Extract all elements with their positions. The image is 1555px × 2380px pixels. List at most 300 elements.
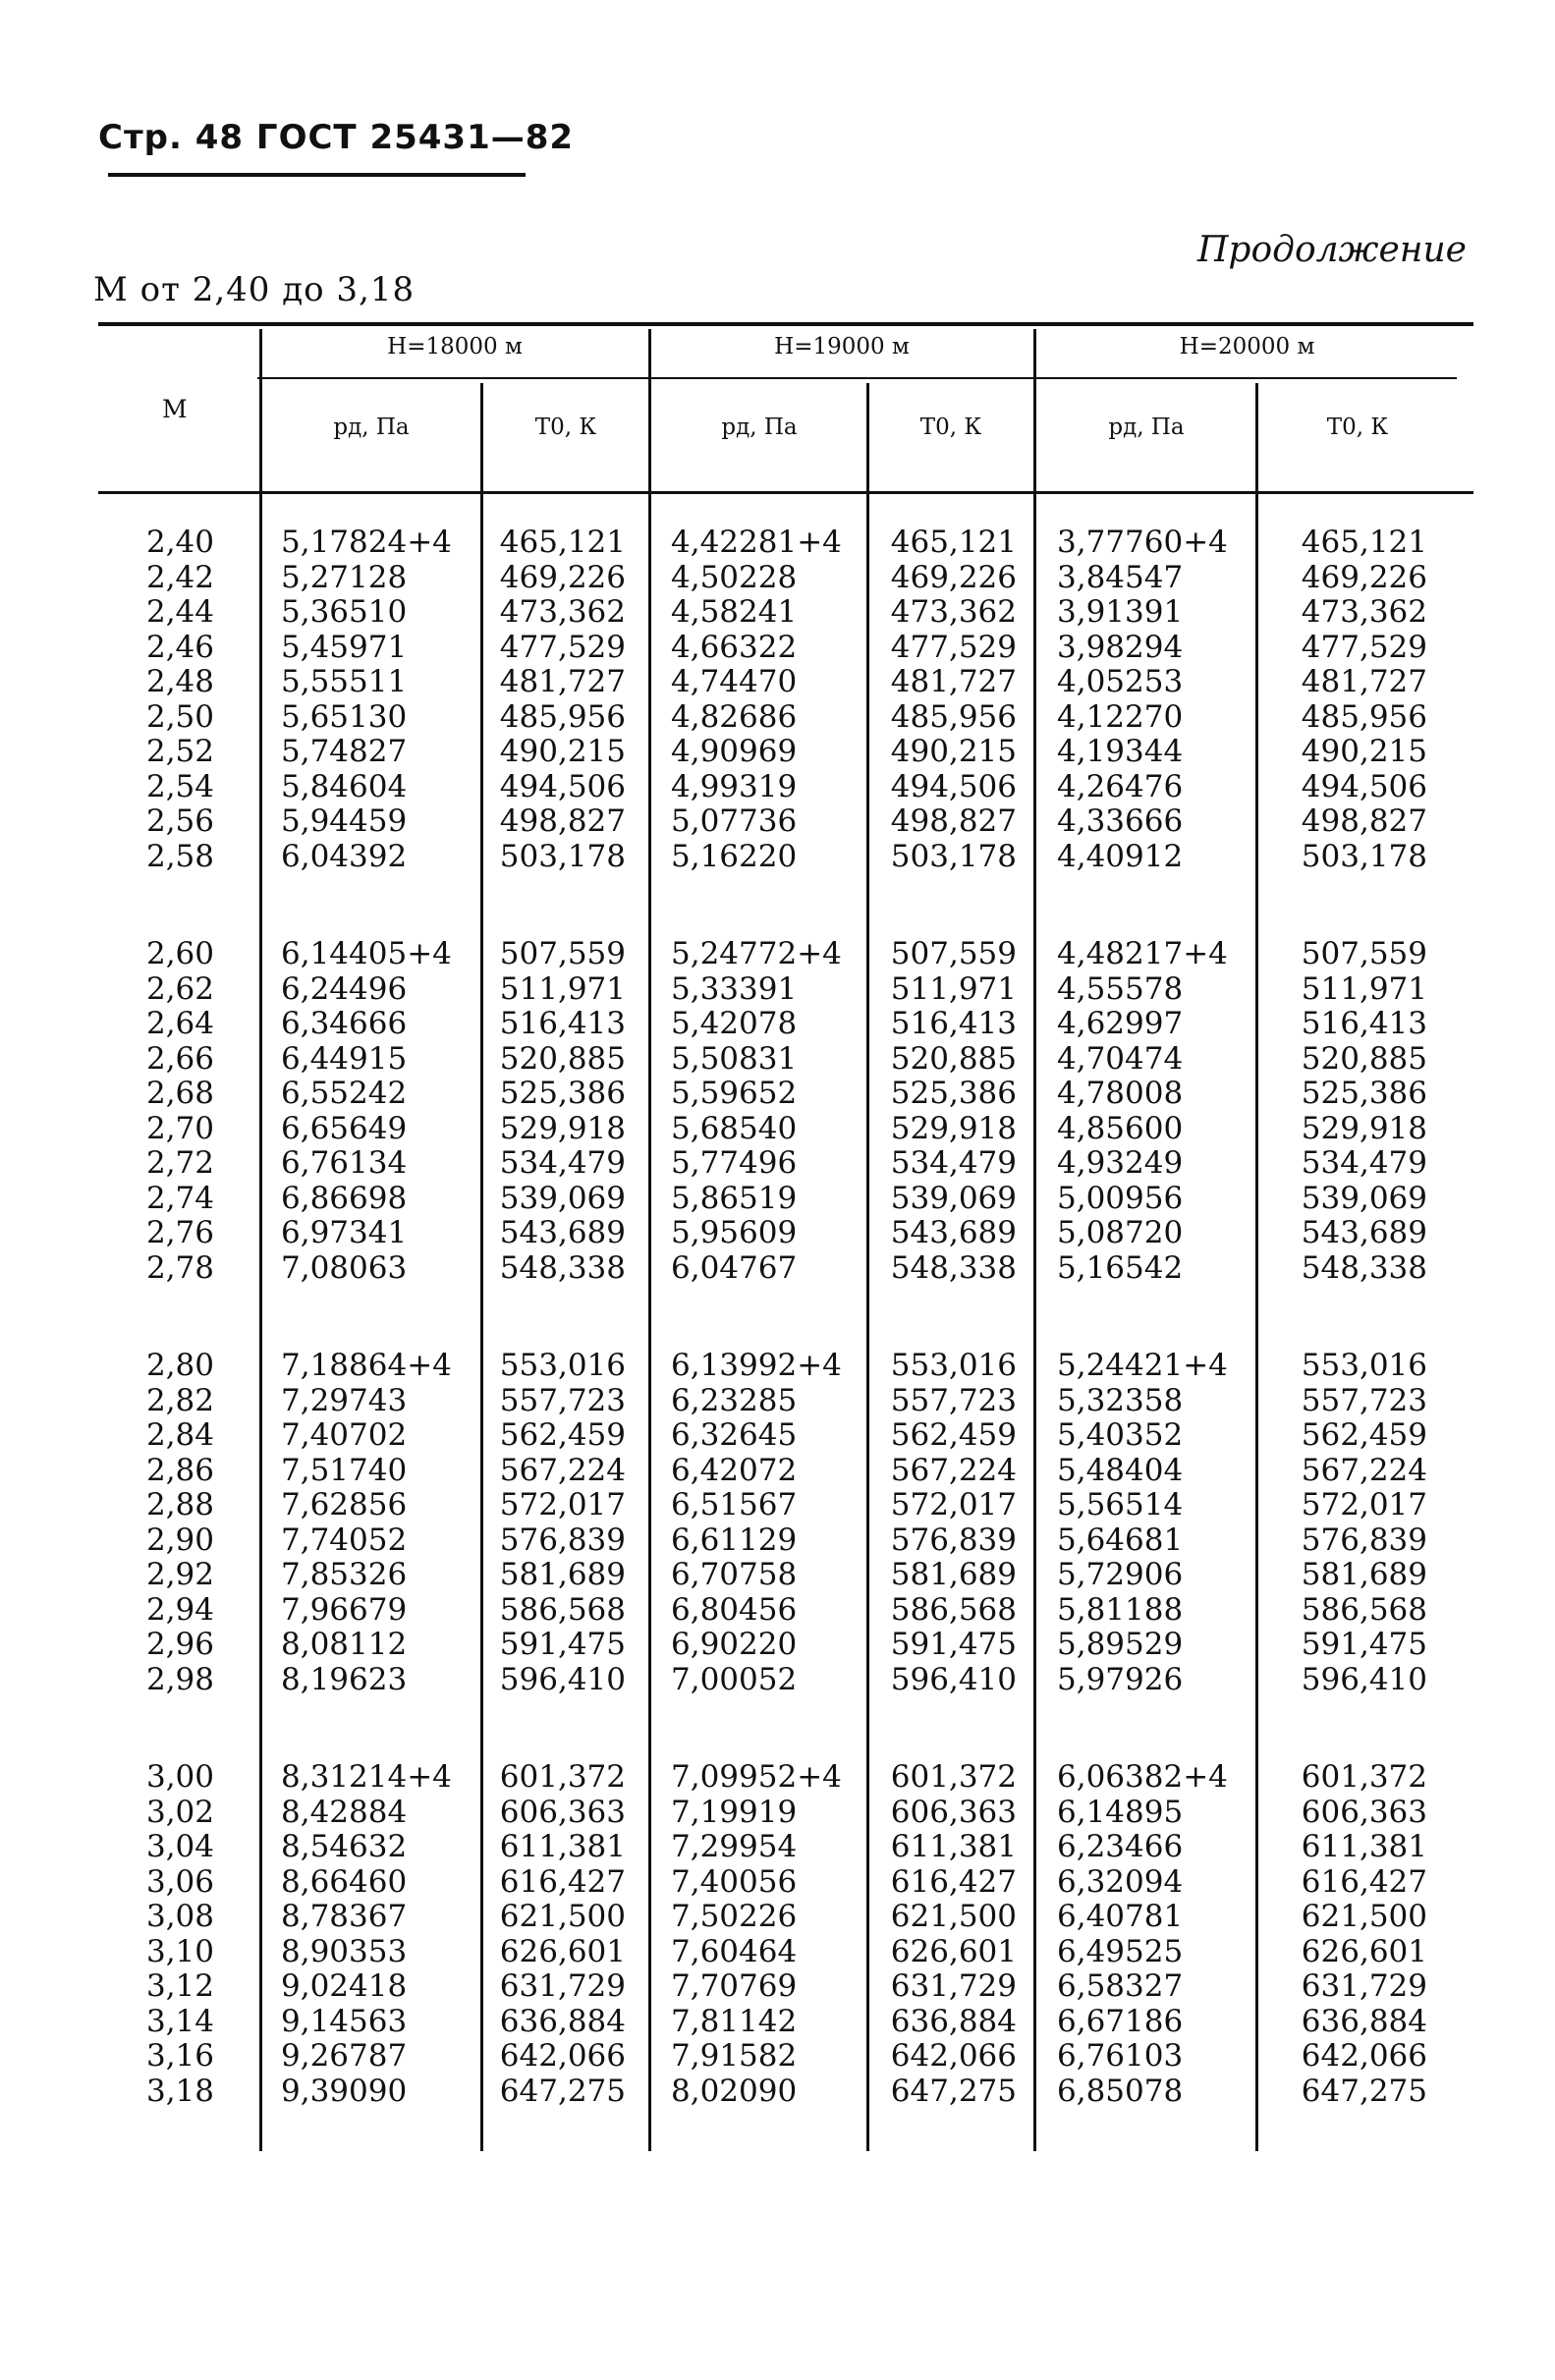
temperature-cell: 465,121: [890, 525, 1017, 560]
pressure-cell: 5,48404: [1057, 1452, 1184, 1488]
temperature-cell: 498,827: [499, 803, 626, 839]
temperature-cell: 481,727: [890, 664, 1017, 699]
mach-cell: 2,44: [145, 594, 214, 630]
temperature-cell: 616,427: [1301, 1863, 1427, 1900]
temperature-cell: 529,918: [499, 1110, 626, 1146]
mach-cell: 2,54: [145, 768, 214, 804]
temperature-cell: 534,479: [1301, 1145, 1427, 1181]
pressure-cell: 6,97341: [281, 1215, 408, 1250]
pressure-cell: 7,18864+4: [281, 1348, 452, 1383]
pressure-cell: 6,44915: [281, 1040, 408, 1077]
temperature-cell: 503,178: [890, 838, 1017, 874]
table-row: [98, 1146, 1473, 1182]
pressure-cell: 9,02418: [281, 1968, 408, 2004]
table-row: [98, 1935, 1473, 1970]
mach-cell: 2,58: [145, 838, 214, 874]
temperature-cell: 591,475: [499, 1627, 626, 1662]
temperature-cell: 581,689: [1301, 1557, 1427, 1592]
pressure-cell: 8,42884: [281, 1794, 408, 1830]
pressure-cell: 9,39090: [281, 2073, 408, 2109]
table-row: [98, 1760, 1473, 1796]
pressure-cell: 4,05253: [1057, 664, 1184, 699]
mach-cell: 2,48: [145, 664, 214, 699]
temperature-cell: 606,363: [1301, 1794, 1427, 1830]
temperature-cell: 631,729: [499, 1968, 626, 2004]
table-row: [98, 972, 1473, 1008]
temperature-cell: 626,601: [1301, 1933, 1427, 1969]
pressure-cell: 6,23285: [671, 1382, 798, 1418]
temperature-cell: 469,226: [1301, 559, 1427, 595]
temperature-cell: 611,381: [1301, 1829, 1427, 1864]
table-row: [98, 1384, 1473, 1419]
table-row: [98, 631, 1473, 666]
temperature-cell: 562,459: [499, 1417, 626, 1453]
pressure-cell: 6,86698: [281, 1180, 408, 1216]
temperature-cell: 616,427: [499, 1863, 626, 1900]
pressure-cell: 5,24421+4: [1057, 1348, 1228, 1383]
temperature-cell: 534,479: [499, 1145, 626, 1181]
pressure-cell: 4,48217+4: [1057, 936, 1228, 971]
temperature-cell: 553,016: [890, 1348, 1017, 1383]
mach-cell: 3,12: [145, 1968, 214, 2004]
temperature-cell: 543,689: [499, 1215, 626, 1250]
temperature-cell: 539,069: [890, 1180, 1017, 1216]
pressure-cell: 8,54632: [281, 1829, 408, 1864]
pressure-cell: 4,74470: [671, 664, 798, 699]
mach-cell: 2,86: [145, 1452, 214, 1488]
table-row: [98, 1830, 1473, 1865]
column-header-temperature: T0, К: [1326, 415, 1389, 440]
temperature-cell: 606,363: [499, 1794, 626, 1830]
mach-cell: 2,62: [145, 970, 214, 1007]
pressure-cell: 6,40781: [1057, 1899, 1184, 1934]
table-subheader-rule: [257, 377, 1457, 379]
continuation-label: Продолжение: [1197, 230, 1467, 270]
pressure-cell: 4,62997: [1057, 1006, 1184, 1041]
temperature-cell: 631,729: [890, 1968, 1017, 2004]
pressure-cell: 4,99319: [671, 768, 798, 804]
mach-cell: 2,72: [145, 1145, 214, 1181]
table-row: [98, 1349, 1473, 1384]
altitude-header: Н=20000 м: [1179, 334, 1315, 360]
temperature-cell: 473,362: [1301, 594, 1427, 630]
pressure-cell: 6,23466: [1057, 1829, 1184, 1864]
pressure-cell: 6,32645: [671, 1417, 798, 1453]
temperature-cell: 485,956: [1301, 698, 1427, 735]
pressure-cell: 5,86519: [671, 1180, 798, 1216]
temperature-cell: 516,413: [499, 1006, 626, 1041]
temperature-cell: 562,459: [890, 1417, 1017, 1453]
temperature-cell: 647,275: [499, 2073, 626, 2109]
temperature-cell: 503,178: [499, 838, 626, 874]
temperature-cell: 520,885: [1301, 1040, 1427, 1077]
pressure-cell: 3,91391: [1057, 594, 1184, 630]
temperature-cell: 494,506: [1301, 768, 1427, 804]
temperature-cell: 477,529: [890, 629, 1017, 665]
mach-cell: 3,14: [145, 2003, 214, 2039]
temperature-cell: 548,338: [499, 1249, 626, 1286]
pressure-cell: 7,08063: [281, 1249, 408, 1286]
mach-cell: 2,84: [145, 1417, 214, 1453]
temperature-cell: 539,069: [499, 1180, 626, 1216]
mach-cell: 2,64: [145, 1006, 214, 1041]
temperature-cell: 621,500: [890, 1899, 1017, 1934]
pressure-cell: 5,16542: [1057, 1249, 1184, 1286]
temperature-cell: 572,017: [890, 1487, 1017, 1522]
temperature-cell: 596,410: [1301, 1661, 1427, 1697]
column-header-temperature: T0, К: [919, 415, 982, 440]
mach-cell: 3,08: [145, 1899, 214, 1934]
column-header-pressure: рд, Па: [721, 415, 798, 440]
temperature-cell: 507,559: [890, 936, 1017, 971]
mach-cell: 3,02: [145, 1794, 214, 1830]
pressure-cell: 4,78008: [1057, 1076, 1184, 1111]
pressure-cell: 3,84547: [1057, 559, 1184, 595]
temperature-cell: 572,017: [1301, 1487, 1427, 1522]
temperature-cell: 525,386: [890, 1076, 1017, 1111]
pressure-cell: 7,85326: [281, 1557, 408, 1592]
mach-cell: 2,80: [145, 1348, 214, 1383]
temperature-cell: 481,727: [1301, 664, 1427, 699]
temperature-cell: 586,568: [890, 1591, 1017, 1628]
pressure-cell: 6,04767: [671, 1249, 798, 1286]
mach-cell: 3,10: [145, 1933, 214, 1969]
mach-cell: 2,82: [145, 1382, 214, 1418]
temperature-cell: 543,689: [890, 1215, 1017, 1250]
row-group: [98, 1760, 1473, 2109]
temperature-cell: 525,386: [1301, 1076, 1427, 1111]
temperature-cell: 557,723: [1301, 1382, 1427, 1418]
pressure-cell: 4,93249: [1057, 1145, 1184, 1181]
pressure-cell: 6,67186: [1057, 2003, 1184, 2039]
row-group: [98, 1349, 1473, 1697]
pressure-cell: 7,09952+4: [671, 1759, 842, 1795]
table-row: [98, 1969, 1473, 2005]
temperature-cell: 529,918: [890, 1110, 1017, 1146]
table-row: [98, 1900, 1473, 1935]
temperature-cell: 553,016: [1301, 1348, 1427, 1383]
table-row: [98, 1251, 1473, 1287]
pressure-cell: 6,14895: [1057, 1794, 1184, 1830]
temperature-cell: 601,372: [890, 1759, 1017, 1795]
pressure-cell: 8,31214+4: [281, 1759, 452, 1795]
temperature-cell: 616,427: [890, 1863, 1017, 1900]
altitude-header: Н=19000 м: [774, 334, 910, 360]
mach-cell: 2,60: [145, 936, 214, 971]
temperature-cell: 485,956: [499, 698, 626, 735]
temperature-cell: 498,827: [890, 803, 1017, 839]
pressure-cell: 7,51740: [281, 1452, 408, 1488]
temperature-cell: 469,226: [890, 559, 1017, 595]
pressure-cell: 4,50228: [671, 559, 798, 595]
pressure-cell: 4,19344: [1057, 734, 1184, 769]
temperature-cell: 529,918: [1301, 1110, 1427, 1146]
running-head: Стр. 48 ГОСТ 25431—82: [98, 118, 575, 157]
pressure-cell: 3,98294: [1057, 629, 1184, 665]
pressure-cell: 5,89529: [1057, 1627, 1184, 1662]
temperature-cell: 586,568: [1301, 1591, 1427, 1628]
pressure-cell: 5,32358: [1057, 1382, 1184, 1418]
mach-cell: 3,04: [145, 1829, 214, 1864]
temperature-cell: 477,529: [1301, 629, 1427, 665]
temperature-cell: 591,475: [890, 1627, 1017, 1662]
pressure-cell: 6,13992+4: [671, 1348, 842, 1383]
temperature-cell: 567,224: [499, 1452, 626, 1488]
pressure-cell: 6,90220: [671, 1627, 798, 1662]
mach-cell: 2,88: [145, 1487, 214, 1522]
temperature-cell: 586,568: [499, 1591, 626, 1628]
mach-cell: 2,76: [145, 1215, 214, 1250]
pressure-cell: 5,59652: [671, 1076, 798, 1111]
pressure-cell: 6,14405+4: [281, 936, 452, 971]
temperature-cell: 591,475: [1301, 1627, 1427, 1662]
temperature-cell: 548,338: [890, 1249, 1017, 1286]
pressure-cell: 6,49525: [1057, 1933, 1184, 1969]
pressure-cell: 6,65649: [281, 1110, 408, 1146]
pressure-cell: 7,91582: [671, 2038, 798, 2074]
pressure-cell: 4,66322: [671, 629, 798, 665]
table-row: [98, 1216, 1473, 1251]
temperature-cell: 631,729: [1301, 1968, 1427, 2004]
pressure-cell: 7,29743: [281, 1382, 408, 1418]
pressure-cell: 4,26476: [1057, 768, 1184, 804]
temperature-cell: 611,381: [499, 1829, 626, 1864]
temperature-cell: 473,362: [499, 594, 626, 630]
table-row: [98, 2005, 1473, 2040]
pressure-cell: 4,90969: [671, 734, 798, 769]
pressure-cell: 6,76103: [1057, 2038, 1184, 2074]
mach-cell: 2,70: [145, 1110, 214, 1146]
table-row: [98, 1796, 1473, 1831]
pressure-cell: 6,70758: [671, 1557, 798, 1592]
temperature-cell: 567,224: [890, 1452, 1017, 1488]
pressure-cell: 5,95609: [671, 1215, 798, 1250]
temperature-cell: 490,215: [890, 734, 1017, 769]
pressure-cell: 5,50831: [671, 1040, 798, 1077]
temperature-cell: 572,017: [499, 1487, 626, 1522]
column-header-temperature: T0, К: [534, 415, 597, 440]
pressure-cell: 5,27128: [281, 559, 408, 595]
temperature-cell: 516,413: [890, 1006, 1017, 1041]
pressure-cell: 6,24496: [281, 970, 408, 1007]
running-head-rule: [108, 173, 526, 177]
pressure-cell: 4,55578: [1057, 970, 1184, 1007]
table-row: [98, 840, 1473, 875]
table-row: [98, 1865, 1473, 1901]
temperature-cell: 465,121: [499, 525, 626, 560]
pressure-cell: 5,94459: [281, 803, 408, 839]
pressure-cell: 5,68540: [671, 1110, 798, 1146]
temperature-cell: 553,016: [499, 1348, 626, 1383]
pressure-cell: 8,66460: [281, 1863, 408, 1900]
mach-cell: 2,74: [145, 1180, 214, 1216]
pressure-cell: 5,00956: [1057, 1180, 1184, 1216]
mach-cell: 2,42: [145, 559, 214, 595]
pressure-cell: 8,19623: [281, 1661, 408, 1697]
temperature-cell: 642,066: [499, 2038, 626, 2074]
temperature-cell: 511,971: [890, 970, 1017, 1007]
mach-cell: 2,40: [145, 525, 214, 560]
table-row: [98, 561, 1473, 596]
pressure-cell: 7,40056: [671, 1863, 798, 1900]
pressure-cell: 6,58327: [1057, 1968, 1184, 2004]
pressure-cell: 5,65130: [281, 698, 408, 735]
temperature-cell: 576,839: [1301, 1522, 1427, 1558]
temperature-cell: 520,885: [499, 1040, 626, 1077]
temperature-cell: 498,827: [1301, 803, 1427, 839]
table-row: [98, 1182, 1473, 1217]
temperature-cell: 469,226: [499, 559, 626, 595]
pressure-cell: 5,24772+4: [671, 936, 842, 971]
pressure-cell: 8,78367: [281, 1899, 408, 1934]
mach-cell: 2,52: [145, 734, 214, 769]
pressure-cell: 8,02090: [671, 2073, 798, 2109]
pressure-cell: 4,58241: [671, 594, 798, 630]
table-row: [98, 700, 1473, 736]
pressure-cell: 9,26787: [281, 2038, 408, 2074]
temperature-cell: 601,372: [1301, 1759, 1427, 1795]
pressure-cell: 7,62856: [281, 1487, 408, 1522]
pressure-cell: 9,14563: [281, 2003, 408, 2039]
pressure-cell: 4,70474: [1057, 1040, 1184, 1077]
table-row: [98, 526, 1473, 561]
temperature-cell: 621,500: [1301, 1899, 1427, 1934]
pressure-cell: 5,72906: [1057, 1557, 1184, 1592]
mach-cell: 2,90: [145, 1522, 214, 1558]
temperature-cell: 596,410: [890, 1661, 1017, 1697]
temperature-cell: 576,839: [890, 1522, 1017, 1558]
table-row: [98, 2039, 1473, 2075]
table-row: [98, 735, 1473, 770]
pressure-cell: 7,70769: [671, 1968, 798, 2004]
pressure-cell: 5,55511: [281, 664, 408, 699]
temperature-cell: 473,362: [890, 594, 1017, 630]
pressure-cell: 6,85078: [1057, 2073, 1184, 2109]
table-row: [98, 665, 1473, 700]
temperature-cell: 525,386: [499, 1076, 626, 1111]
pressure-cell: 5,17824+4: [281, 525, 452, 560]
pressure-cell: 6,06382+4: [1057, 1759, 1228, 1795]
pressure-cell: 7,40702: [281, 1417, 408, 1453]
temperature-cell: 626,601: [890, 1933, 1017, 1969]
mach-cell: 2,68: [145, 1076, 214, 1111]
temperature-cell: 465,121: [1301, 525, 1427, 560]
altitude-header: Н=18000 м: [387, 334, 523, 360]
row-group: [98, 526, 1473, 874]
pressure-cell: 6,32094: [1057, 1863, 1184, 1900]
mach-cell: 2,78: [145, 1249, 214, 1286]
temperature-cell: 503,178: [1301, 838, 1427, 874]
pressure-cell: 4,12270: [1057, 698, 1184, 735]
mach-cell: 2,46: [145, 629, 214, 665]
mach-cell: 3,06: [145, 1863, 214, 1900]
table-row: [98, 595, 1473, 631]
pressure-cell: 6,04392: [281, 838, 408, 874]
temperature-cell: 581,689: [499, 1557, 626, 1592]
temperature-cell: 494,506: [499, 768, 626, 804]
temperature-cell: 507,559: [1301, 936, 1427, 971]
pressure-cell: 7,74052: [281, 1522, 408, 1558]
temperature-cell: 606,363: [890, 1794, 1017, 1830]
temperature-cell: 543,689: [1301, 1215, 1427, 1250]
pressure-cell: 7,81142: [671, 2003, 798, 2039]
temperature-cell: 642,066: [1301, 2038, 1427, 2074]
temperature-cell: 511,971: [1301, 970, 1427, 1007]
table-row: [98, 2075, 1473, 2110]
pressure-cell: 6,76134: [281, 1145, 408, 1181]
pressure-cell: 5,84604: [281, 768, 408, 804]
temperature-cell: 636,884: [499, 2003, 626, 2039]
mach-cell: 2,94: [145, 1591, 214, 1628]
pressure-cell: 5,56514: [1057, 1487, 1184, 1522]
table-top-rule: [98, 322, 1473, 326]
temperature-cell: 581,689: [890, 1557, 1017, 1592]
pressure-cell: 3,77760+4: [1057, 525, 1228, 560]
mach-cell: 2,50: [145, 698, 214, 735]
temperature-cell: 507,559: [499, 936, 626, 971]
table-row: [98, 1112, 1473, 1147]
temperature-cell: 636,884: [890, 2003, 1017, 2039]
temperature-cell: 647,275: [890, 2073, 1017, 2109]
temperature-cell: 520,885: [890, 1040, 1017, 1077]
pressure-cell: 8,08112: [281, 1627, 408, 1662]
temperature-cell: 601,372: [499, 1759, 626, 1795]
pressure-cell: 4,33666: [1057, 803, 1184, 839]
pressure-cell: 5,74827: [281, 734, 408, 769]
table-row: [98, 937, 1473, 972]
temperature-cell: 481,727: [499, 664, 626, 699]
mach-cell: 3,18: [145, 2073, 214, 2109]
mach-cell: 2,92: [145, 1557, 214, 1592]
table-row: [98, 1523, 1473, 1559]
pressure-cell: 7,19919: [671, 1794, 798, 1830]
mach-cell: 3,16: [145, 2038, 214, 2074]
mach-cell: 2,66: [145, 1040, 214, 1077]
temperature-cell: 477,529: [499, 629, 626, 665]
pressure-cell: 5,81188: [1057, 1591, 1184, 1628]
table-row: [98, 804, 1473, 840]
temperature-cell: 611,381: [890, 1829, 1017, 1864]
temperature-cell: 511,971: [499, 970, 626, 1007]
temperature-cell: 534,479: [890, 1145, 1017, 1181]
table-row: [98, 1042, 1473, 1078]
temperature-cell: 562,459: [1301, 1417, 1427, 1453]
mach-cell: 3,00: [145, 1759, 214, 1795]
pressure-cell: 5,42078: [671, 1006, 798, 1041]
temperature-cell: 539,069: [1301, 1180, 1427, 1216]
table-row: [98, 1593, 1473, 1629]
pressure-cell: 5,64681: [1057, 1522, 1184, 1558]
pressure-cell: 7,29954: [671, 1829, 798, 1864]
table-row: [98, 770, 1473, 805]
pressure-cell: 5,07736: [671, 803, 798, 839]
temperature-cell: 557,723: [499, 1382, 626, 1418]
pressure-cell: 6,61129: [671, 1522, 798, 1558]
pressure-cell: 7,60464: [671, 1933, 798, 1969]
temperature-cell: 621,500: [499, 1899, 626, 1934]
pressure-cell: 6,80456: [671, 1591, 798, 1628]
pressure-cell: 7,96679: [281, 1591, 408, 1628]
table-row: [98, 1628, 1473, 1663]
pressure-cell: 5,40352: [1057, 1417, 1184, 1453]
pressure-cell: 5,08720: [1057, 1215, 1184, 1250]
pressure-cell: 7,50226: [671, 1899, 798, 1934]
pressure-cell: 5,33391: [671, 970, 798, 1007]
temperature-cell: 576,839: [499, 1522, 626, 1558]
temperature-cell: 636,884: [1301, 2003, 1427, 2039]
pressure-cell: 5,77496: [671, 1145, 798, 1181]
temperature-cell: 557,723: [890, 1382, 1017, 1418]
